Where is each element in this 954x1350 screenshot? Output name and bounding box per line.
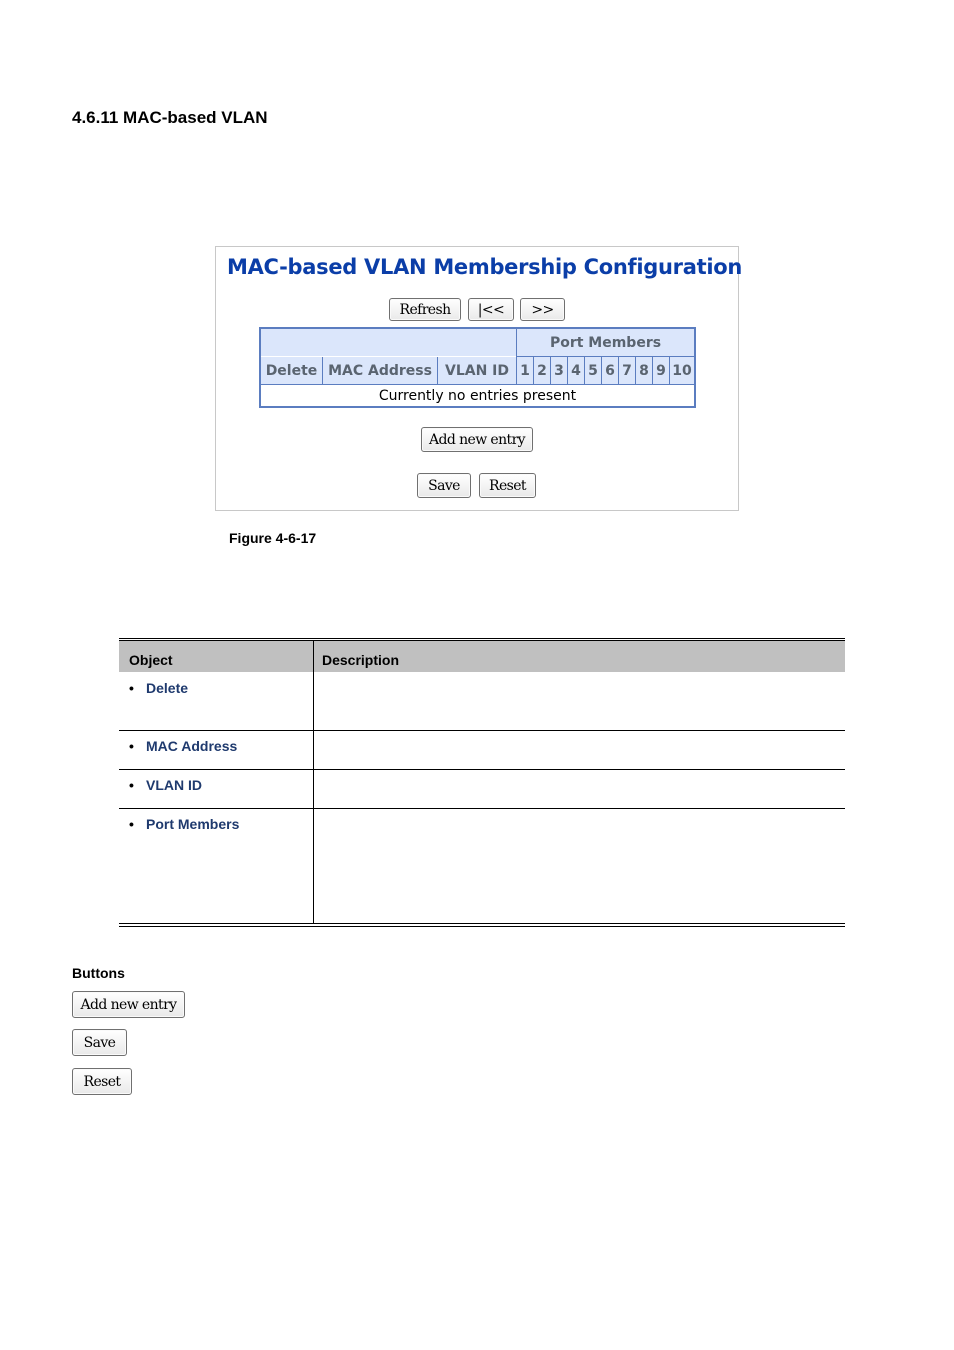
table-row-object: • MAC Address (129, 738, 238, 754)
delete-column-header: Delete (261, 357, 322, 384)
port-5-header: 5 (585, 357, 601, 384)
next-page-button[interactable]: >> (520, 298, 565, 321)
empty-table-message: Currently no entries present (378, 387, 577, 404)
row-divider (119, 730, 845, 731)
table-row-object: • Port Members (129, 816, 240, 832)
buttons-heading: Buttons (72, 965, 125, 981)
header-spacer (261, 329, 516, 356)
port-4-header: 4 (568, 357, 584, 384)
save-button-sample[interactable]: Save (72, 1029, 127, 1056)
reset-button[interactable]: Reset (479, 473, 536, 498)
port-members-header: Port Members (517, 329, 694, 356)
refresh-button[interactable]: Refresh (389, 298, 461, 321)
table-bottom-rule (119, 923, 845, 927)
description-column-header: Description (322, 652, 400, 668)
grid-line (635, 357, 636, 384)
grid-line (550, 357, 551, 384)
port-8-header: 8 (636, 357, 652, 384)
reset-button-sample[interactable]: Reset (72, 1068, 132, 1095)
table-row-object: • Delete (129, 680, 189, 696)
grid-line (533, 357, 534, 384)
mac-vlan-table (259, 327, 696, 408)
figure-caption: Figure 4-6-17 (229, 530, 317, 546)
row-divider (119, 769, 845, 770)
row-divider (119, 808, 845, 809)
add-new-entry-button-sample[interactable]: Add new entry (72, 991, 185, 1018)
grid-line (652, 357, 653, 384)
grid-line (584, 357, 585, 384)
grid-line (517, 356, 694, 357)
port-1-header: 1 (517, 357, 533, 384)
save-button[interactable]: Save (417, 473, 471, 498)
port-10-header: 10 (670, 357, 694, 384)
config-page-title: MAC-based VLAN Membership Configuration (227, 255, 743, 279)
grid-line (437, 357, 438, 384)
port-9-header: 9 (653, 357, 669, 384)
port-6-header: 6 (602, 357, 618, 384)
config-screenshot (215, 246, 743, 511)
grid-line (618, 357, 619, 384)
grid-line (669, 357, 670, 384)
vlan-id-column-header: VLAN ID (438, 357, 516, 384)
mac-address-column-header: MAC Address (323, 357, 437, 384)
port-3-header: 3 (551, 357, 567, 384)
table-header-row (119, 641, 845, 672)
grid-line (567, 357, 568, 384)
object-column-header: Object (129, 652, 173, 668)
section-heading: 4.6.11 MAC-based VLAN (72, 108, 268, 127)
port-2-header: 2 (534, 357, 550, 384)
grid-line (322, 357, 323, 384)
add-new-entry-button[interactable]: Add new entry (421, 427, 533, 452)
table-row-object: • VLAN ID (129, 777, 202, 793)
first-page-button[interactable]: |<< (468, 298, 514, 321)
port-7-header: 7 (619, 357, 635, 384)
grid-line (601, 357, 602, 384)
column-divider (313, 641, 314, 923)
